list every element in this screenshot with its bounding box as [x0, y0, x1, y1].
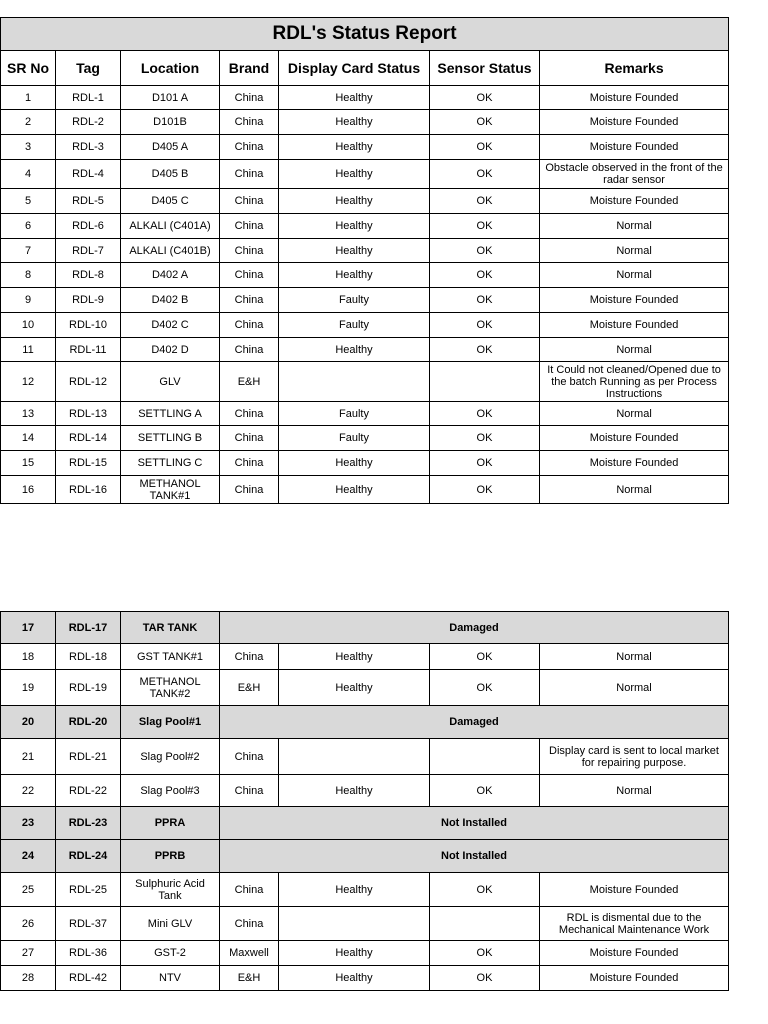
cell-remarks: Normal [540, 239, 729, 263]
cell-sr-no: 24 [1, 840, 56, 873]
cell-sr-no: 19 [1, 670, 56, 706]
cell-tag: RDL-16 [56, 476, 121, 504]
table-row [1, 476, 729, 504]
table-row [1, 840, 729, 873]
cell-brand: China [220, 739, 279, 775]
cell-location: Slag Pool#1 [121, 706, 220, 739]
cell-sensor-status: OK [430, 313, 540, 338]
cell-display-card-status: Healthy [279, 941, 430, 966]
cell-display-card-status: Healthy [279, 873, 430, 907]
table-row [1, 313, 729, 338]
cell-location: D101 A [121, 86, 220, 110]
cell-display-card-status: Healthy [279, 239, 430, 263]
cell-sensor-status [430, 907, 540, 941]
cell-brand: China [220, 402, 279, 426]
table-row [1, 135, 729, 160]
cell-sr-no: 7 [1, 239, 56, 263]
cell-display-card-status: Healthy [279, 110, 430, 135]
cell-sensor-status: OK [430, 941, 540, 966]
cell-display-card-status: Faulty [279, 402, 430, 426]
cell-display-card-status: Healthy [279, 189, 430, 214]
cell-brand: China [220, 239, 279, 263]
cell-tag: RDL-13 [56, 402, 121, 426]
cell-sr-no: 28 [1, 966, 56, 991]
cell-tag: RDL-15 [56, 451, 121, 476]
cell-location: D101B [121, 110, 220, 135]
cell-remarks: Moisture Founded [540, 426, 729, 451]
cell-remarks: Moisture Founded [540, 941, 729, 966]
cell-status-merged: Damaged [220, 612, 729, 644]
cell-sensor-status: OK [430, 110, 540, 135]
col-header-sr-no: SR No [1, 51, 56, 86]
cell-tag: RDL-8 [56, 263, 121, 288]
cell-sr-no: 14 [1, 426, 56, 451]
cell-brand: China [220, 873, 279, 907]
table-row [1, 907, 729, 941]
col-header-remarks: Remarks [540, 51, 729, 86]
table-row [1, 451, 729, 476]
cell-display-card-status: Healthy [279, 135, 430, 160]
cell-status-merged: Damaged [220, 706, 729, 739]
table-row [1, 362, 729, 402]
cell-sr-no: 13 [1, 402, 56, 426]
cell-location: SETTLING A [121, 402, 220, 426]
cell-tag: RDL-2 [56, 110, 121, 135]
cell-remarks: Normal [540, 644, 729, 670]
cell-display-card-status: Healthy [279, 86, 430, 110]
cell-remarks: Moisture Founded [540, 110, 729, 135]
cell-tag: RDL-25 [56, 873, 121, 907]
cell-remarks: Moisture Founded [540, 451, 729, 476]
col-header-brand: Brand [220, 51, 279, 86]
cell-tag: RDL-24 [56, 840, 121, 873]
cell-sensor-status: OK [430, 775, 540, 807]
cell-location: ALKALI (C401A) [121, 214, 220, 239]
cell-sensor-status: OK [430, 189, 540, 214]
cell-brand: China [220, 775, 279, 807]
cell-location: TAR TANK [121, 612, 220, 644]
cell-sr-no: 4 [1, 160, 56, 189]
cell-tag: RDL-9 [56, 288, 121, 313]
cell-location: METHANOL TANK#1 [121, 476, 220, 504]
cell-location: D405 B [121, 160, 220, 189]
cell-remarks: Display card is sent to local market for repairing purpose. [540, 739, 729, 775]
table-row [1, 160, 729, 189]
cell-sr-no: 26 [1, 907, 56, 941]
cell-display-card-status: Faulty [279, 426, 430, 451]
table-row [1, 110, 729, 135]
table-row [1, 263, 729, 288]
cell-brand: China [220, 451, 279, 476]
cell-tag: RDL-3 [56, 135, 121, 160]
cell-remarks: Moisture Founded [540, 313, 729, 338]
cell-brand: China [220, 135, 279, 160]
cell-tag: RDL-7 [56, 239, 121, 263]
cell-sr-no: 5 [1, 189, 56, 214]
table-row [1, 612, 729, 644]
cell-display-card-status [279, 739, 430, 775]
cell-sr-no: 22 [1, 775, 56, 807]
cell-display-card-status: Healthy [279, 476, 430, 504]
cell-remarks: Moisture Founded [540, 288, 729, 313]
cell-sr-no: 8 [1, 263, 56, 288]
table-row [1, 670, 729, 706]
cell-brand: China [220, 86, 279, 110]
report-title: RDL's Status Report [1, 18, 729, 51]
cell-location: Slag Pool#3 [121, 775, 220, 807]
cell-sensor-status: OK [430, 160, 540, 189]
status-table-part1 [0, 17, 729, 504]
cell-sr-no: 1 [1, 86, 56, 110]
cell-tag: RDL-5 [56, 189, 121, 214]
cell-location: METHANOL TANK#2 [121, 670, 220, 706]
table-row [1, 338, 729, 362]
table-row [1, 966, 729, 991]
cell-brand: China [220, 160, 279, 189]
cell-sensor-status: OK [430, 402, 540, 426]
cell-remarks: RDL is dismental due to the Mechanical Maintenance Work [540, 907, 729, 941]
cell-display-card-status: Healthy [279, 451, 430, 476]
cell-display-card-status: Healthy [279, 214, 430, 239]
table-row [1, 873, 729, 907]
cell-brand: China [220, 644, 279, 670]
cell-brand: China [220, 214, 279, 239]
cell-tag: RDL-36 [56, 941, 121, 966]
cell-sensor-status: OK [430, 135, 540, 160]
cell-display-card-status: Healthy [279, 670, 430, 706]
cell-location: GST TANK#1 [121, 644, 220, 670]
cell-sr-no: 25 [1, 873, 56, 907]
cell-display-card-status: Healthy [279, 644, 430, 670]
col-header-display-card-status: Display Card Status [279, 51, 430, 86]
cell-tag: RDL-12 [56, 362, 121, 402]
cell-location: D405 A [121, 135, 220, 160]
cell-sensor-status: OK [430, 338, 540, 362]
table-row [1, 402, 729, 426]
cell-sr-no: 2 [1, 110, 56, 135]
header-row [1, 51, 729, 86]
cell-sensor-status: OK [430, 966, 540, 991]
cell-location: PPRA [121, 807, 220, 840]
cell-sensor-status: OK [430, 476, 540, 504]
cell-remarks: Normal [540, 338, 729, 362]
cell-location: D402 C [121, 313, 220, 338]
cell-brand: E&H [220, 966, 279, 991]
cell-sr-no: 11 [1, 338, 56, 362]
cell-remarks: Obstacle observed in the front of the radar sensor [540, 160, 729, 189]
cell-sensor-status: OK [430, 670, 540, 706]
table-row [1, 189, 729, 214]
cell-tag: RDL-11 [56, 338, 121, 362]
cell-sr-no: 10 [1, 313, 56, 338]
cell-location: Sulphuric Acid Tank [121, 873, 220, 907]
cell-sr-no: 27 [1, 941, 56, 966]
cell-display-card-status: Healthy [279, 966, 430, 991]
col-header-tag: Tag [56, 51, 121, 86]
cell-sr-no: 3 [1, 135, 56, 160]
table-row [1, 86, 729, 110]
cell-brand: China [220, 110, 279, 135]
cell-sr-no: 17 [1, 612, 56, 644]
cell-location: GLV [121, 362, 220, 402]
table-row [1, 775, 729, 807]
status-table-part2 [0, 611, 729, 991]
cell-location: NTV [121, 966, 220, 991]
cell-sr-no: 9 [1, 288, 56, 313]
cell-remarks: Normal [540, 402, 729, 426]
cell-location: SETTLING C [121, 451, 220, 476]
cell-brand: China [220, 189, 279, 214]
cell-remarks: It Could not cleaned/Opened due to the batch Running as per Process Instructions [540, 362, 729, 402]
cell-tag: RDL-10 [56, 313, 121, 338]
cell-brand: E&H [220, 670, 279, 706]
cell-brand: Maxwell [220, 941, 279, 966]
cell-display-card-status: Faulty [279, 288, 430, 313]
cell-brand: China [220, 907, 279, 941]
cell-tag: RDL-22 [56, 775, 121, 807]
cell-remarks: Normal [540, 214, 729, 239]
cell-sensor-status [430, 362, 540, 402]
cell-brand: China [220, 426, 279, 451]
cell-tag: RDL-37 [56, 907, 121, 941]
cell-tag: RDL-19 [56, 670, 121, 706]
cell-tag: RDL-18 [56, 644, 121, 670]
cell-sr-no: 23 [1, 807, 56, 840]
cell-sensor-status: OK [430, 288, 540, 313]
cell-sr-no: 20 [1, 706, 56, 739]
cell-remarks: Moisture Founded [540, 189, 729, 214]
cell-location: SETTLING B [121, 426, 220, 451]
col-header-sensor-status: Sensor Status [430, 51, 540, 86]
cell-location: ALKALI (C401B) [121, 239, 220, 263]
cell-sensor-status: OK [430, 426, 540, 451]
table-row [1, 239, 729, 263]
table-row [1, 644, 729, 670]
cell-tag: RDL-14 [56, 426, 121, 451]
cell-location: D402 B [121, 288, 220, 313]
cell-sensor-status: OK [430, 644, 540, 670]
cell-location: Mini GLV [121, 907, 220, 941]
cell-sr-no: 18 [1, 644, 56, 670]
cell-tag: RDL-1 [56, 86, 121, 110]
cell-display-card-status: Healthy [279, 338, 430, 362]
cell-tag: RDL-17 [56, 612, 121, 644]
cell-tag: RDL-20 [56, 706, 121, 739]
cell-display-card-status: Healthy [279, 775, 430, 807]
cell-tag: RDL-42 [56, 966, 121, 991]
col-header-location: Location [121, 51, 220, 86]
cell-location: D405 C [121, 189, 220, 214]
cell-remarks: Moisture Founded [540, 135, 729, 160]
cell-remarks: Normal [540, 670, 729, 706]
cell-location: D402 A [121, 263, 220, 288]
cell-tag: RDL-4 [56, 160, 121, 189]
cell-remarks: Moisture Founded [540, 966, 729, 991]
cell-display-card-status: Faulty [279, 313, 430, 338]
table-row [1, 706, 729, 739]
cell-location: PPRB [121, 840, 220, 873]
cell-brand: China [220, 288, 279, 313]
cell-status-merged: Not Installed [220, 807, 729, 840]
cell-brand: China [220, 313, 279, 338]
cell-sensor-status: OK [430, 239, 540, 263]
cell-brand: China [220, 476, 279, 504]
cell-tag: RDL-21 [56, 739, 121, 775]
cell-brand: China [220, 263, 279, 288]
cell-display-card-status [279, 907, 430, 941]
table-row [1, 214, 729, 239]
cell-sensor-status: OK [430, 86, 540, 110]
cell-location: D402 D [121, 338, 220, 362]
cell-brand: China [220, 338, 279, 362]
cell-sr-no: 16 [1, 476, 56, 504]
cell-remarks: Normal [540, 476, 729, 504]
cell-location: GST-2 [121, 941, 220, 966]
cell-location: Slag Pool#2 [121, 739, 220, 775]
cell-sr-no: 12 [1, 362, 56, 402]
table-row [1, 739, 729, 775]
table-row [1, 807, 729, 840]
cell-remarks: Normal [540, 263, 729, 288]
cell-sr-no: 6 [1, 214, 56, 239]
cell-sensor-status [430, 739, 540, 775]
cell-sensor-status: OK [430, 873, 540, 907]
cell-display-card-status [279, 362, 430, 402]
cell-display-card-status: Healthy [279, 160, 430, 189]
cell-remarks: Moisture Founded [540, 873, 729, 907]
cell-status-merged: Not Installed [220, 840, 729, 873]
table-row [1, 288, 729, 313]
cell-brand: E&H [220, 362, 279, 402]
cell-sr-no: 21 [1, 739, 56, 775]
cell-sensor-status: OK [430, 451, 540, 476]
table-row [1, 941, 729, 966]
cell-sensor-status: OK [430, 214, 540, 239]
cell-tag: RDL-23 [56, 807, 121, 840]
cell-sensor-status: OK [430, 263, 540, 288]
cell-remarks: Normal [540, 775, 729, 807]
cell-sr-no: 15 [1, 451, 56, 476]
cell-remarks: Moisture Founded [540, 86, 729, 110]
cell-display-card-status: Healthy [279, 263, 430, 288]
cell-tag: RDL-6 [56, 214, 121, 239]
table-row [1, 426, 729, 451]
